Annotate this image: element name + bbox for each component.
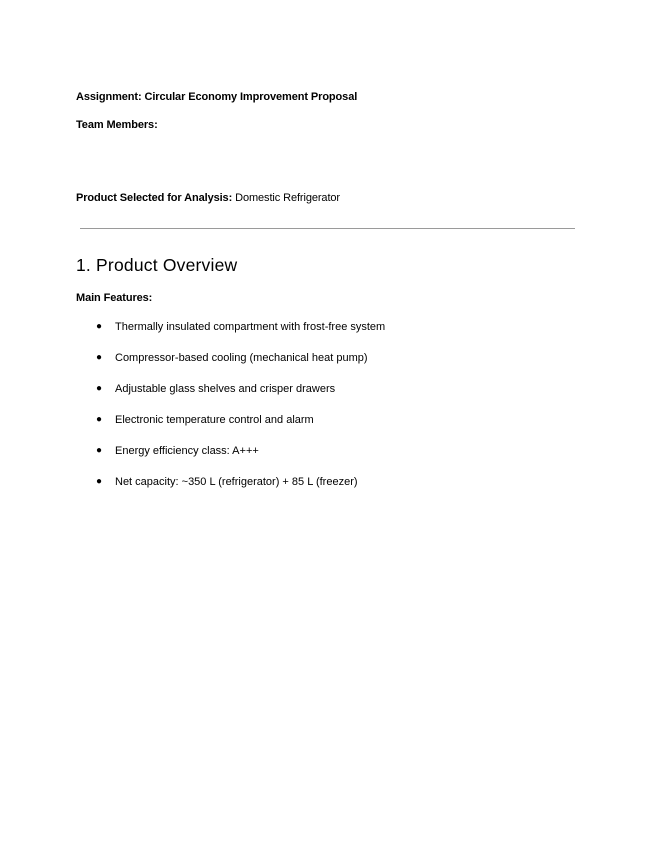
bullet-icon: ● — [96, 445, 103, 456]
assignment-title: Assignment: Circular Economy Improvement Proposal — [76, 91, 358, 103]
product-selected-label: Product Selected for Analysis: — [76, 192, 233, 204]
bullet-icon: ● — [96, 414, 103, 425]
product-selected-line — [76, 191, 340, 205]
feature-text: Thermally insulated compartment with frost-free system — [115, 321, 386, 333]
section-heading: 1. Product Overview — [76, 255, 238, 275]
main-features-label: Main Features: — [76, 292, 153, 304]
bullet-icon: ● — [96, 352, 103, 363]
feature-text: Energy efficiency class: A+++ — [115, 445, 259, 457]
team-members-label: Team Members: — [76, 119, 158, 131]
feature-text: Adjustable glass shelves and crisper drawers — [115, 383, 336, 395]
horizontal-divider — [80, 228, 575, 229]
feature-text: Net capacity: ~350 L (refrigerator) + 85 L (freezer) — [115, 476, 358, 488]
bullet-icon: ● — [96, 383, 103, 394]
feature-text: Compressor-based cooling (mechanical heat pump) — [115, 352, 368, 364]
product-selected-value: Domestic Refrigerator — [235, 192, 340, 204]
bullet-icon: ● — [96, 476, 103, 487]
feature-text: Electronic temperature control and alarm — [115, 414, 314, 426]
bullet-icon: ● — [96, 321, 103, 332]
